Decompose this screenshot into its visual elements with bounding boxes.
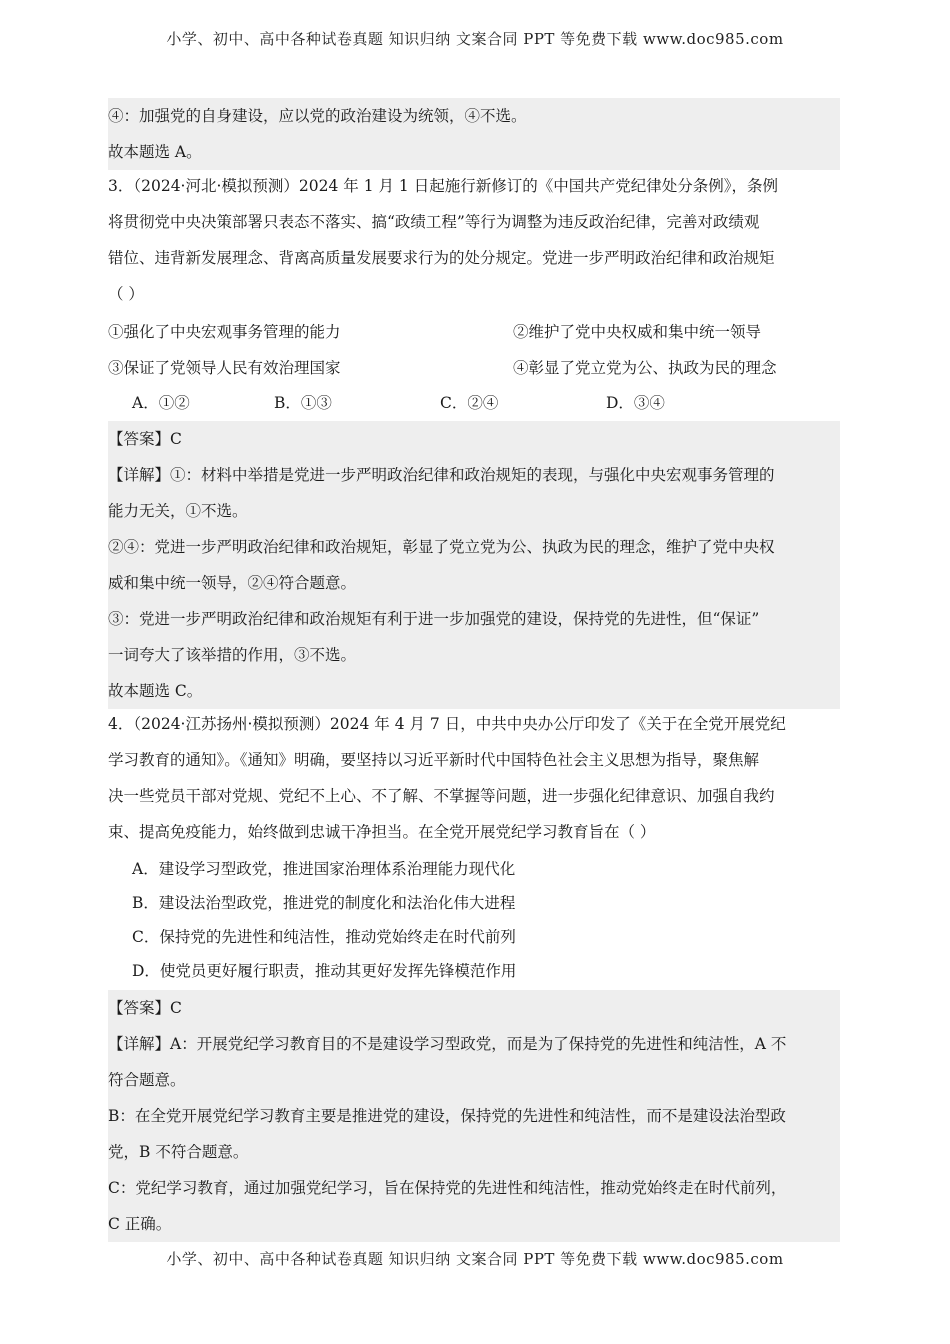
text-line: 【详解】A：开展党纪学习教育目的不是建设学习型政党，而是为了保持党的先进性和纯洁性，A 不: [108, 1035, 787, 1053]
text-line: C：党纪学习教育，通过加强党纪学习，旨在保持党的先进性和纯洁性，推动党始终走在时代前列，: [108, 1179, 787, 1197]
option-d: D．使党员更好履行职责，推动其更好发挥先锋模范作用: [132, 962, 517, 980]
text-line: 将贯彻党中央决策部署只表态不落实、搞“政绩工程”等行为调整为违反政治纪律，完善对政绩观: [108, 213, 760, 231]
text-line: 学习教育的通知》。《通知》明确，要坚持以习近平新时代中国特色社会主义思想为指导，聚焦解: [108, 751, 760, 769]
question-4-options: [108, 852, 840, 988]
question-3-statements: [108, 314, 840, 386]
question-3-choices: [108, 385, 840, 421]
text-line: 束、提高免疫能力，始终做到忠诚干净担当。在全党开展党纪学习教育旨在（ ）: [108, 823, 656, 841]
text-line: 威和集中统一领导，②④符合题意。: [108, 574, 357, 592]
prev-explanation: [108, 98, 840, 170]
statement-2: ②维护了党中央权威和集中统一领导: [513, 323, 762, 341]
answer-label: 【答案】C: [108, 430, 182, 448]
option-c: C．保持党的先进性和纯洁性，推动党始终走在时代前列: [132, 928, 516, 946]
page-header: 小学、初中、高中各种试卷真题 知识归纳 文案合同 PPT 等免费下载 www.doc985.com: [166, 30, 784, 48]
text-line: 党，B 不符合题意。: [108, 1143, 249, 1161]
text-line: 符合题意。: [108, 1071, 186, 1089]
page-footer: 小学、初中、高中各种试卷真题 知识归纳 文案合同 PPT 等免费下载 www.doc985.com: [166, 1250, 784, 1268]
text-line: 故本题选 A。: [108, 143, 202, 161]
text-line: 能力无关，①不选。: [108, 502, 248, 520]
text-line: 一词夸大了该举措的作用，③不选。: [108, 646, 357, 664]
statement-3: ③保证了党领导人民有效治理国家: [108, 359, 341, 377]
text-line: C 正确。: [108, 1215, 172, 1233]
text-line: 4．（2024·江苏扬州·模拟预测）2024 年 4 月 7 日，中共中央办公厅印发了《关于在全党开展党纪: [108, 715, 786, 733]
text-line: B：在全党开展党纪学习教育主要是推进党的建设，保持党的先进性和纯洁性，而不是建设法治型政: [108, 1107, 786, 1125]
text-line: ④：加强党的自身建设，应以党的政治建设为统领，④不选。: [108, 107, 527, 125]
option-b: B．建设法治型政党，推进党的制度化和法治化伟大进程: [132, 894, 516, 912]
text-line: 故本题选 C。: [108, 682, 203, 700]
text-line: 3．（2024·河北·模拟预测）2024 年 1 月 1 日起施行新修订的《中国共产党纪律处分条例》，条例: [108, 177, 778, 195]
choice-c: C．②④: [440, 394, 499, 412]
choice-b: B．①③: [274, 394, 332, 412]
text-line: 错位、违背新发展理念、背离高质量发展要求行为的处分规定。党进一步严明政治纪律和政治规矩: [108, 249, 775, 267]
option-a: A．建设学习型政党，推进国家治理体系治理能力现代化: [132, 860, 516, 878]
text-line: 【详解】①：材料中举措是党进一步严明政治纪律和政治规矩的表现，与强化中央宏观事务管理的: [108, 466, 775, 484]
text-line: 决一些党员干部对党规、党纪不上心、不了解、不掌握等问题，进一步强化纪律意识、加强自我约: [108, 787, 775, 805]
answer-label: 【答案】C: [108, 999, 182, 1017]
question-4-answer: [108, 990, 840, 1242]
text-line: ②④：党进一步严明政治纪律和政治规矩，彰显了党立党为公、执政为民的理念，维护了党中央权: [108, 538, 775, 556]
choice-a: A．①②: [132, 394, 190, 412]
question-4-stem: [108, 706, 840, 850]
statement-4: ④彰显了党立党为公、执政为民的理念: [513, 359, 777, 377]
text-line: （ ）: [108, 285, 144, 303]
text-line: ③：党进一步严明政治纪律和政治规矩有利于进一步加强党的建设，保持党的先进性，但“保证”: [108, 610, 760, 628]
question-3-answer: [108, 421, 840, 709]
question-3-stem: [108, 168, 840, 312]
statement-1: ①强化了中央宏观事务管理的能力: [108, 323, 341, 341]
choice-d: D．③④: [606, 394, 665, 412]
